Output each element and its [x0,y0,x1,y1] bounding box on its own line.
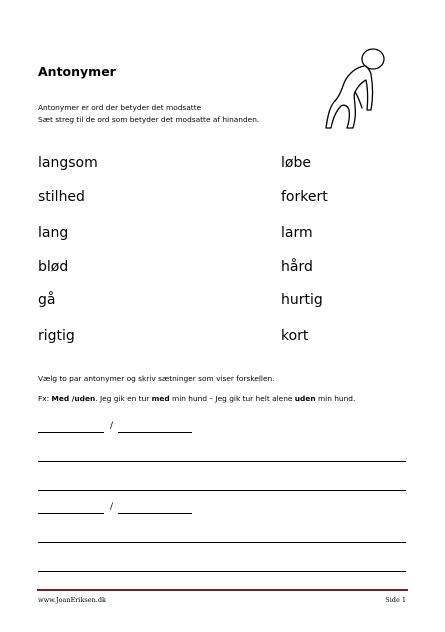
page-title: Antonymer [38,64,116,79]
left-word-4: blød [38,259,69,275]
example-pair-a: Med [51,394,70,403]
example-sentence-1: . Jeg gik en tur [95,394,152,403]
left-word-1: langsom [38,155,98,171]
example-sentence-2: min hund – Jeg gik tur helt alene [169,394,295,403]
sentence-line-1[interactable] [38,461,406,462]
antonym-blank-1b[interactable] [118,432,192,433]
left-word-3: lang [38,225,69,241]
right-word-3: larm [281,225,313,241]
task-instruction: Vælg to par antonymer og skriv sætninger som viser forskellen. [38,374,275,383]
example-pair-b: uden [74,394,96,403]
example-sentence-3: min hund. [315,394,356,403]
intro-line-2: Sæt streg til de ord som betyder det modsatte af hinanden. [38,115,260,124]
walking-figure-icon [322,44,390,132]
right-word-6: kort [281,328,309,344]
example-uden: uden [294,394,316,403]
footer-website[interactable]: www.JoanEriksen.dk [38,596,106,604]
antonym-slash-1: / [110,421,114,431]
task-example [38,394,355,403]
antonym-blank-1a[interactable] [38,432,104,433]
example-prefix: Fx: [38,394,52,403]
sentence-line-3[interactable] [38,542,406,543]
footer-page-number: Side 1 [385,596,406,604]
right-word-4: hård [281,259,313,275]
right-word-2: forkert [281,189,328,205]
right-word-1: løbe [281,155,311,171]
footer-divider [37,589,408,591]
antonym-blank-2b[interactable] [118,513,192,514]
example-pair-sep: / [69,394,75,403]
left-word-5: gå [38,292,56,308]
antonym-blank-2a[interactable] [38,513,104,514]
example-med: med [151,394,170,403]
right-word-5: hurtig [281,292,323,308]
sentence-line-4[interactable] [38,571,406,572]
left-word-6: rigtig [38,328,75,344]
intro-line-1: Antonymer er ord der betyder det modsatte [38,103,202,112]
sentence-line-2[interactable] [38,490,406,491]
left-word-2: stilhed [38,189,85,205]
antonym-slash-2: / [110,502,114,512]
